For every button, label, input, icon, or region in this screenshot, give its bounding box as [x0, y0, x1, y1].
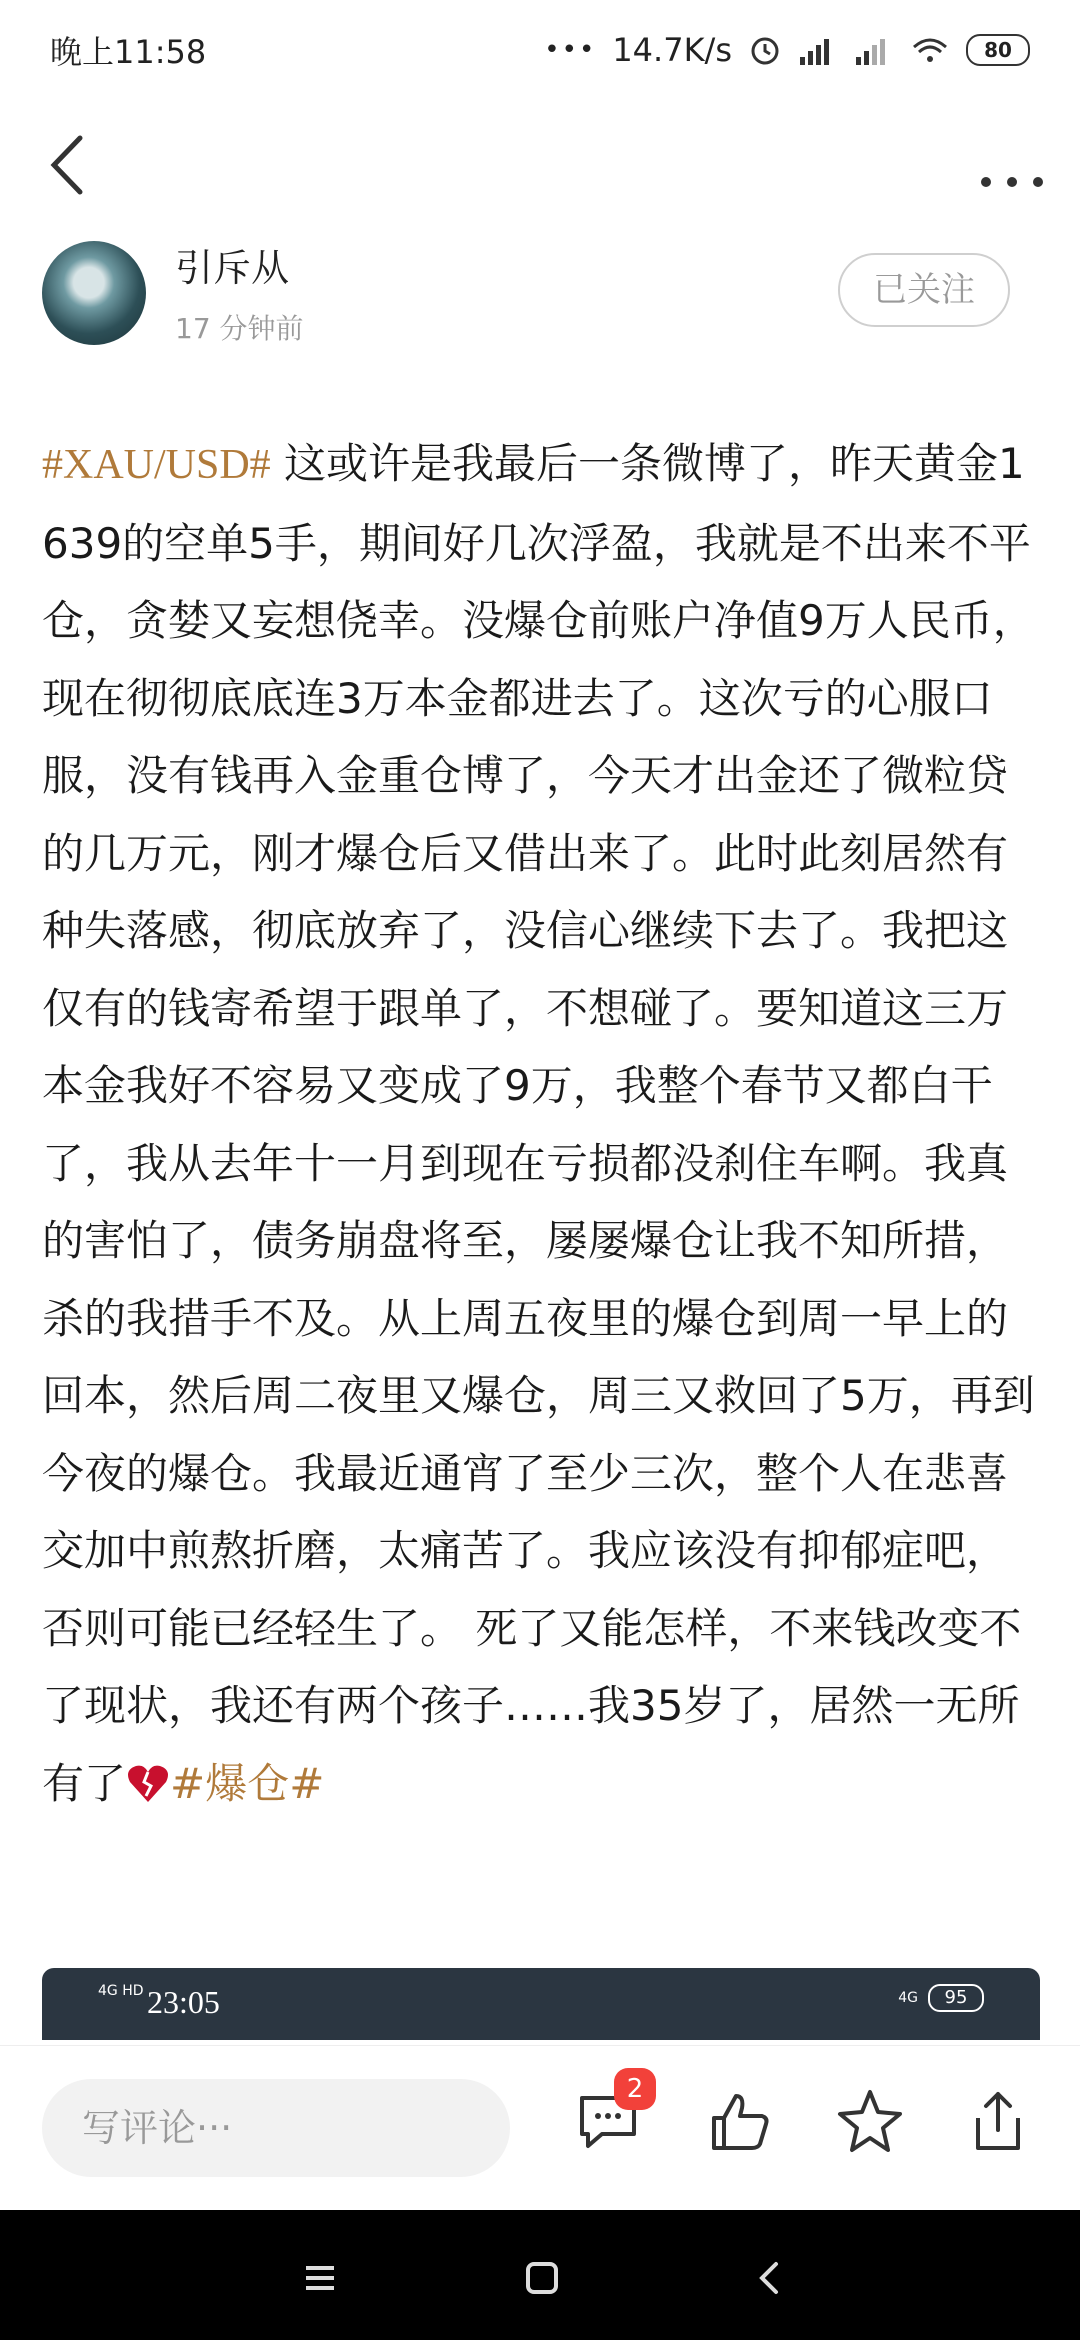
- signal-hd-icon: [854, 35, 894, 65]
- author-row: [0, 235, 1080, 355]
- back-button[interactable]: [40, 130, 100, 200]
- author-name[interactable]: 引斥从: [175, 246, 290, 290]
- embed-time: 23:05: [147, 1984, 220, 2020]
- avatar[interactable]: [42, 241, 146, 345]
- more-button[interactable]: [972, 130, 1052, 200]
- broken-heart-icon: [126, 1751, 170, 1829]
- system-back-icon: [740, 2248, 800, 2308]
- like-button[interactable]: [702, 2084, 778, 2160]
- star-icon: [832, 2084, 908, 2160]
- hashtag-xauusd[interactable]: #XAU/USD#: [42, 442, 271, 488]
- bottom-action-bar: [0, 2045, 1080, 2211]
- comment-input[interactable]: 写评论···: [42, 2079, 510, 2177]
- hashtag-baocang[interactable]: #爆仓#: [170, 1758, 325, 1808]
- embed-network-right: 4G: [898, 1990, 918, 2006]
- embed-status-right: [898, 1984, 984, 2012]
- signal-icon: [798, 35, 838, 65]
- favorite-button[interactable]: [832, 2084, 908, 2160]
- share-button[interactable]: [960, 2084, 1036, 2160]
- home-square-icon: [512, 2248, 572, 2308]
- network-speed: 14.7K/s: [612, 31, 732, 69]
- post-body: [42, 425, 1042, 1828]
- more-dots-icon: [972, 130, 1052, 200]
- status-bar: [0, 0, 1080, 100]
- status-icons: [544, 31, 1030, 69]
- status-dots: •••: [544, 35, 597, 65]
- alarm-icon: [748, 33, 782, 67]
- wifi-icon: [910, 35, 950, 65]
- status-time: 晚上11:58: [50, 33, 207, 71]
- follow-button[interactable]: 已关注: [838, 253, 1010, 327]
- home-button[interactable]: [512, 2248, 572, 2308]
- comment-button[interactable]: [572, 2074, 648, 2160]
- embedded-image[interactable]: [42, 1968, 1040, 2040]
- embed-network: 4G HD: [98, 1983, 144, 1999]
- top-nav: [0, 110, 1080, 220]
- post-text: 这或许是我最后一条微博了，昨天黄金1639的空单5手，期间好几次浮盈，我就是不出来不平仓，贪婪又妄想侥幸。没爆仓前账户净值9万人民币，现在彻彻底底连3万本金都进去了。这次亏的心服口服，没有钱再入金重仓博了，今天才出金还了微粒贷的几万元，刚才爆仓后又借出来了。此时此刻居然有种失落感，彻底放弃了，没信心继续下去了。我把这仅有的钱寄希望于跟单了，不想碰了。要知道这三万本金我好不容易又变成了9万，我整个春节又都白干了，我从去年十一月到现在亏损都没刹住车啊。我真的害怕了，债务崩盘将至，屡屡爆仓让我不知所措，杀的我措手不及。从上周五夜里的爆仓到周一早上的回本，然后周二夜里又爆仓，周三又救回了5万，再到今夜的爆仓。我最近通宵了至少三次，整个人在悲喜交加中煎熬折磨，太痛苦了。我应该没有抑郁症吧，否则可能已经轻生了。 死了又能怎样，不来钱改变不了现状，我还有两个孩子……我35岁了，居然一无所有了: [42, 439, 1035, 1808]
- post-time: 17 分钟前: [175, 312, 304, 345]
- system-back-button[interactable]: [740, 2248, 800, 2308]
- thumbs-up-icon: [702, 2084, 778, 2160]
- menu-icon: [290, 2248, 350, 2308]
- battery-icon: 80: [966, 34, 1030, 66]
- menu-button[interactable]: [290, 2248, 350, 2308]
- back-arrow-icon: [40, 130, 100, 200]
- system-nav-bar: [0, 2210, 1080, 2340]
- embed-battery: 95: [928, 1984, 984, 2012]
- comment-count-badge: 2: [614, 2068, 656, 2110]
- share-icon: [960, 2084, 1036, 2160]
